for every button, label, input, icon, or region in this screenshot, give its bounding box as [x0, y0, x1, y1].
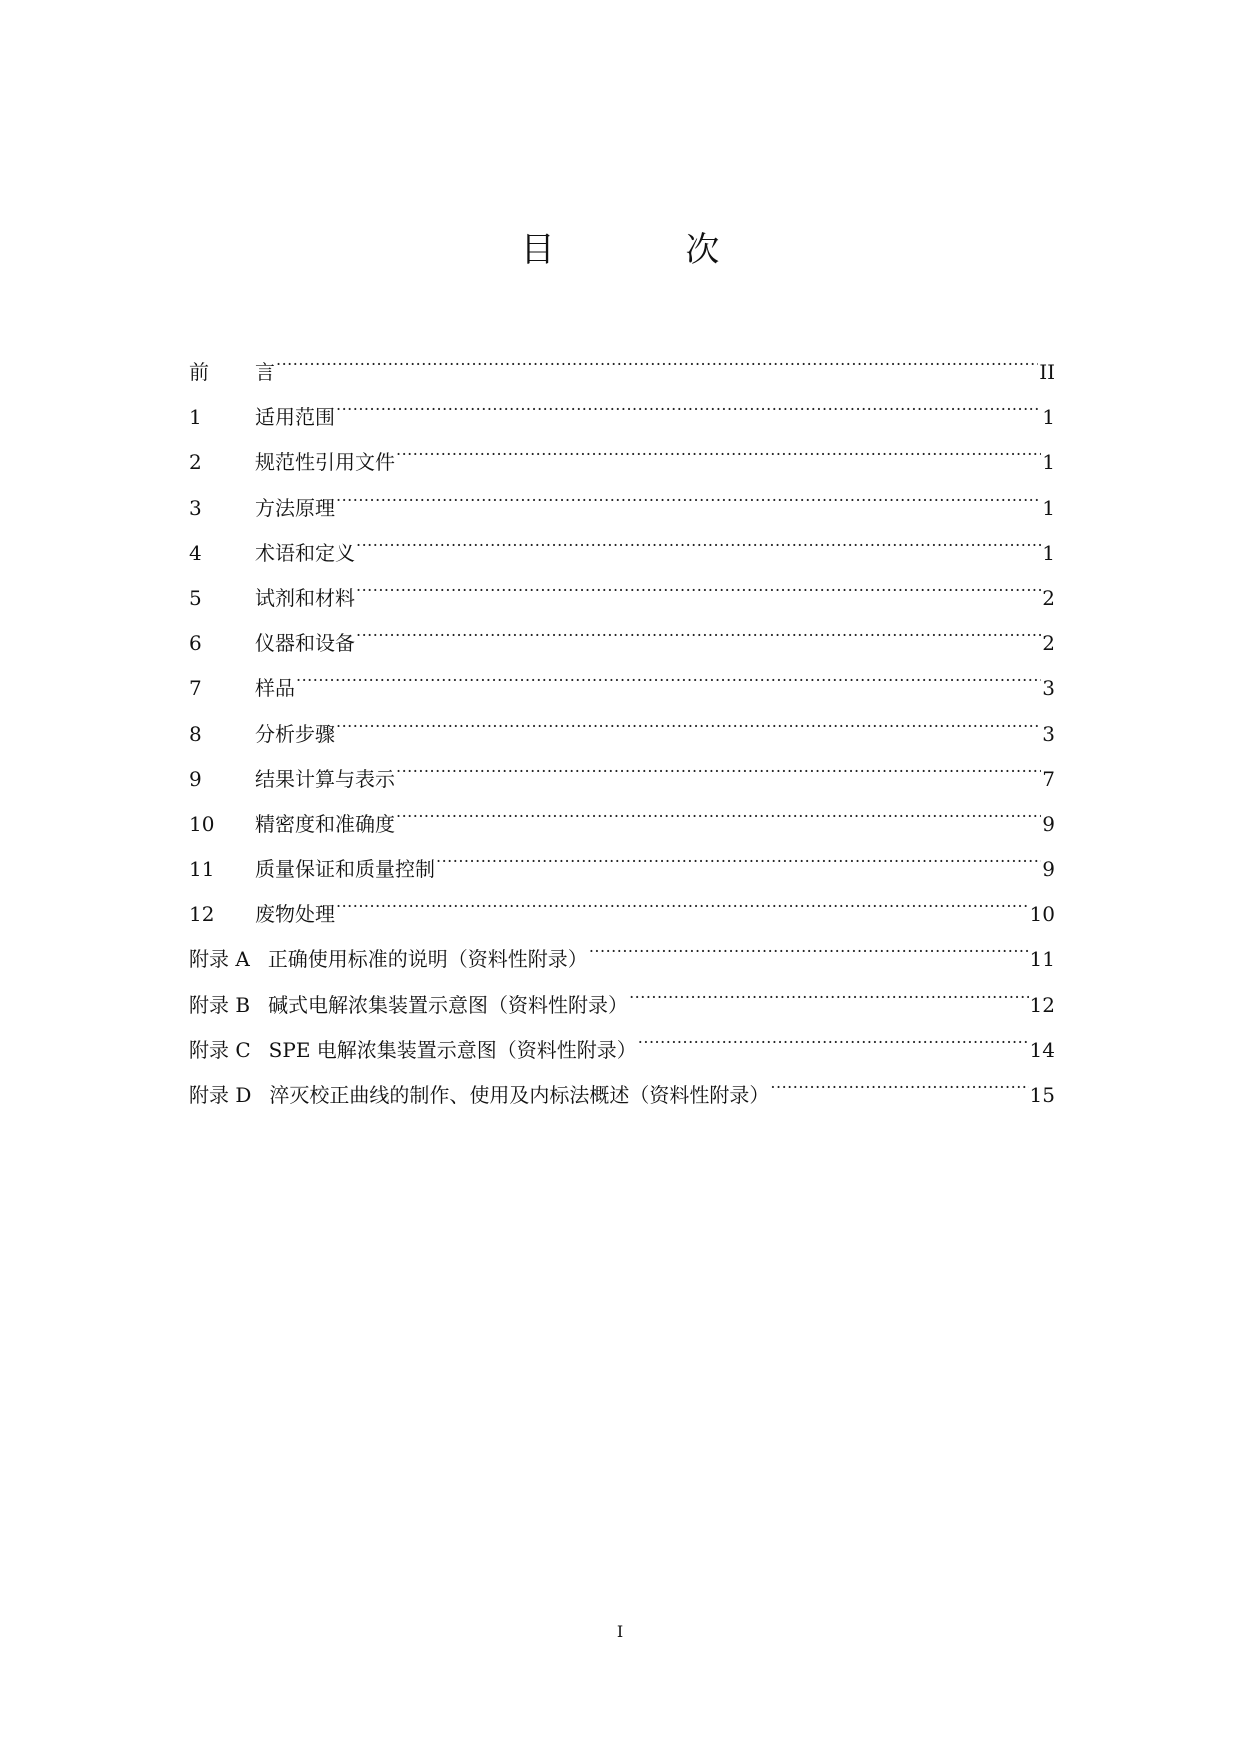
toc-entry-6[interactable]	[189, 621, 1055, 666]
toc-entry-page: 11	[1029, 947, 1055, 972]
toc-entry-4[interactable]	[189, 531, 1055, 576]
toc-entry-title: 言	[255, 360, 275, 384]
toc-entry-12[interactable]	[189, 892, 1055, 937]
toc-entry-title: 废物处理	[255, 902, 335, 927]
toc-entry-page: 3	[1042, 721, 1055, 746]
toc-entry-number: 9	[189, 766, 202, 791]
toc-entry-title: SPE 电解浓集装置示意图（资料性附录）	[268, 1037, 637, 1062]
toc-dot-leader	[396, 766, 1041, 786]
page-number: I	[616, 1622, 624, 1641]
toc-entry-8[interactable]	[189, 712, 1055, 757]
toc-dot-leader	[356, 540, 1041, 560]
toc-entry-page: 9	[1042, 811, 1055, 836]
toc-dot-leader	[336, 901, 1029, 921]
toc-entry-number: 8	[189, 721, 202, 746]
toc-entry-page: II	[1039, 360, 1055, 384]
toc-dot-leader	[629, 992, 1028, 1012]
toc-entry-title: 仪器和设备	[255, 631, 355, 656]
toc-entry-9[interactable]	[189, 757, 1055, 802]
toc-entry-page: 2	[1042, 585, 1055, 610]
toc-dot-leader	[356, 630, 1041, 650]
toc-entry-10[interactable]	[189, 802, 1055, 847]
toc-title: 目 次	[520, 230, 780, 270]
toc-entry-page: 2	[1042, 631, 1055, 656]
toc-dot-leader	[436, 856, 1041, 876]
toc-entry-annex-d[interactable]	[189, 1073, 1055, 1118]
toc-entry-title: 精密度和准确度	[255, 811, 395, 836]
toc-entry-number: 7	[189, 676, 202, 701]
toc-entry-number: 4	[189, 540, 202, 565]
toc-entry-page: 9	[1042, 857, 1055, 882]
toc-entry-page: 1	[1042, 495, 1055, 520]
toc-entry-title: 结果计算与表示	[255, 766, 395, 791]
toc-entry-page: 10	[1029, 902, 1055, 927]
toc-entry-page: 1	[1042, 540, 1055, 565]
toc-entry-7[interactable]	[189, 666, 1055, 711]
table-of-contents	[189, 350, 1055, 1118]
toc-dot-leader	[396, 811, 1041, 831]
toc-dot-leader	[356, 585, 1041, 605]
toc-entry-1[interactable]	[189, 395, 1055, 440]
toc-entry-annex-b[interactable]	[189, 983, 1055, 1028]
toc-entry-page: 15	[1029, 1083, 1055, 1107]
toc-dot-leader	[336, 721, 1041, 741]
toc-entry-annex-a[interactable]	[189, 937, 1055, 982]
toc-dot-leader	[396, 449, 1041, 469]
toc-entry-number: 5	[189, 585, 202, 610]
toc-entry-title: 碱式电解浓集装置示意图（资料性附录）	[268, 992, 629, 1017]
toc-entry-title: 方法原理	[255, 495, 335, 520]
toc-entry-number: 2	[189, 450, 202, 475]
toc-dot-leader	[336, 404, 1041, 424]
toc-entry-title: 样品	[255, 676, 295, 701]
toc-entry-number: 前	[189, 360, 209, 384]
toc-entry-title: 淬灭校正曲线的制作、使用及内标法概述（资料性附录）	[269, 1083, 770, 1107]
toc-dot-leader	[770, 1082, 1028, 1102]
toc-entry-number: 3	[189, 495, 202, 520]
toc-entry-number: 1	[189, 405, 202, 430]
toc-entry-page: 3	[1042, 676, 1055, 701]
toc-annex-label: 附录 C	[189, 1037, 251, 1062]
toc-entry-3[interactable]	[189, 486, 1055, 531]
toc-entry-page: 12	[1029, 992, 1055, 1017]
toc-entry-page: 1	[1042, 405, 1055, 430]
toc-entry-title: 适用范围	[255, 405, 335, 430]
toc-entry-2[interactable]	[189, 440, 1055, 485]
toc-dot-leader	[276, 359, 1038, 379]
toc-entry-number: 6	[189, 631, 202, 656]
toc-dot-leader	[589, 946, 1029, 966]
toc-dot-leader	[638, 1037, 1029, 1057]
toc-entry-foreword[interactable]	[189, 350, 1055, 395]
toc-entry-annex-c[interactable]	[189, 1028, 1055, 1073]
toc-entry-title: 分析步骤	[255, 721, 335, 746]
toc-entry-number: 11	[189, 857, 215, 882]
toc-entry-page: 14	[1029, 1037, 1055, 1062]
toc-entry-number: 12	[189, 902, 215, 927]
toc-entry-number: 10	[189, 811, 215, 836]
toc-annex-label: 附录 B	[189, 992, 251, 1017]
toc-dot-leader	[296, 675, 1041, 695]
toc-entry-title: 规范性引用文件	[255, 450, 395, 475]
toc-annex-label: 附录 D	[189, 1083, 252, 1107]
toc-entry-title: 术语和定义	[255, 540, 355, 565]
toc-dot-leader	[336, 495, 1041, 515]
toc-entry-11[interactable]	[189, 847, 1055, 892]
toc-entry-5[interactable]	[189, 576, 1055, 621]
toc-entry-title: 质量保证和质量控制	[255, 857, 435, 882]
toc-entry-title: 试剂和材料	[255, 585, 355, 610]
toc-entry-page: 1	[1042, 450, 1055, 475]
toc-entry-page: 7	[1042, 766, 1055, 791]
toc-entry-title: 正确使用标准的说明（资料性附录）	[267, 947, 588, 972]
toc-annex-label: 附录 A	[189, 947, 250, 972]
